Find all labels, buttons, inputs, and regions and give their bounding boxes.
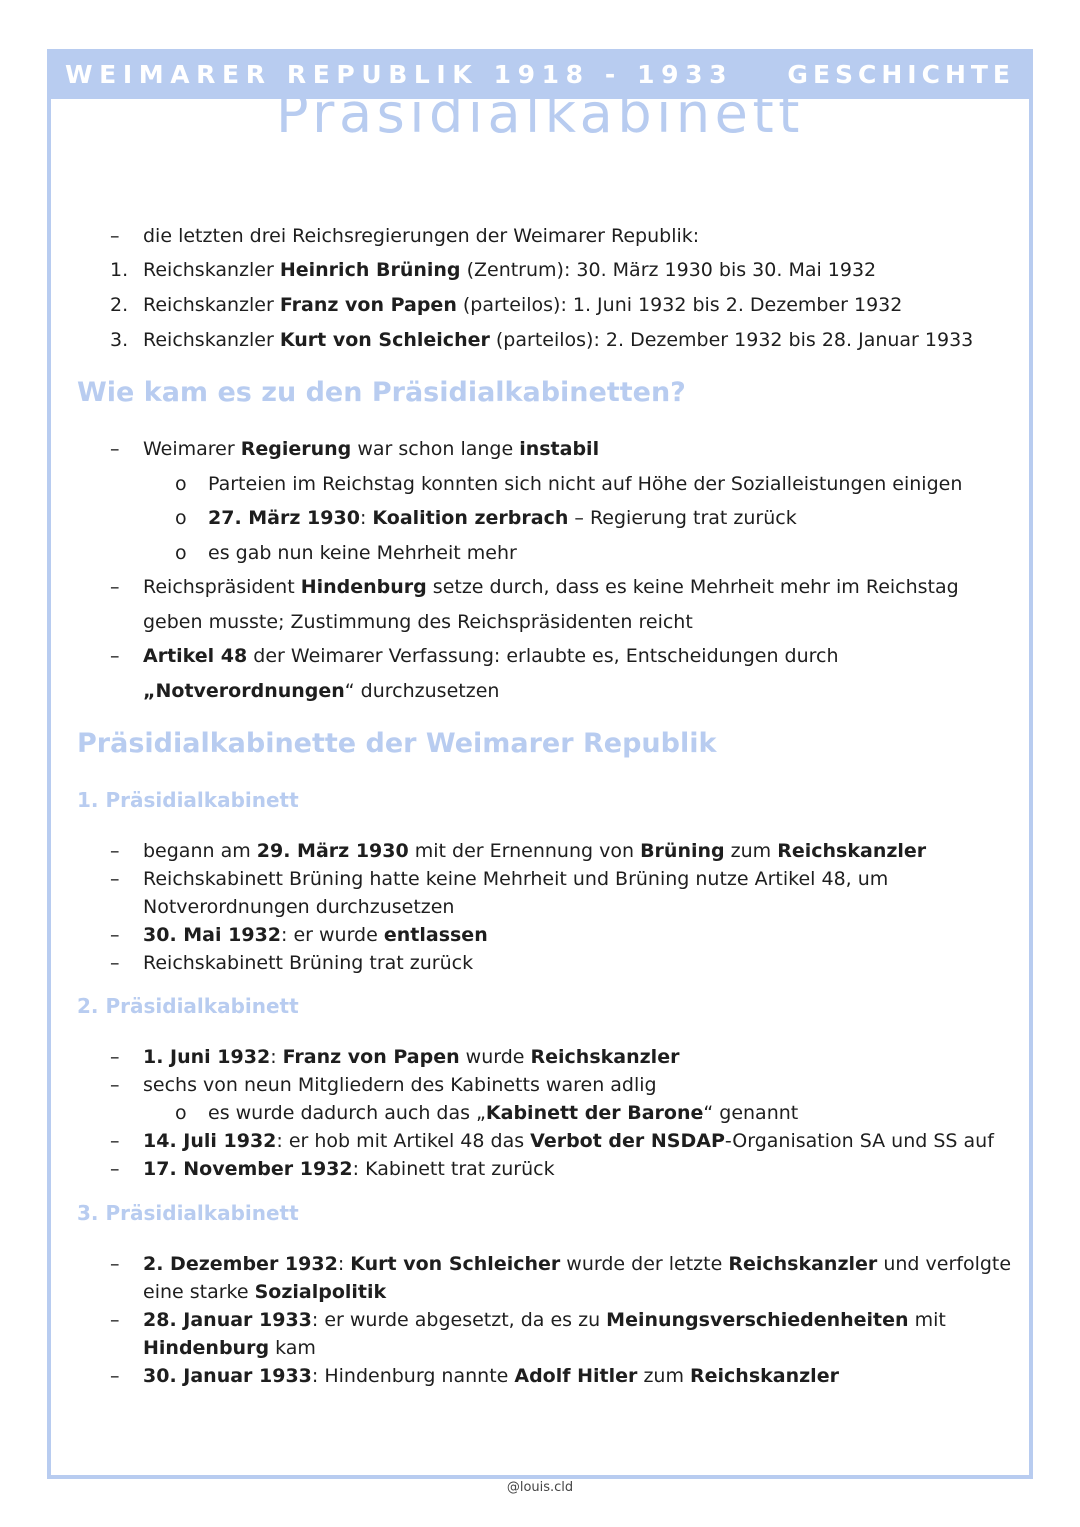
header-topic: WEIMARER REPUBLIK 1918 - 1933: [65, 60, 734, 89]
bullet-circle: o: [175, 507, 187, 529]
list-item: 17. November 1932: Kabinett trat zurück: [143, 1158, 555, 1180]
bullet-dash: –: [110, 1074, 120, 1096]
list-item: 2. Dezember 1932: Kurt von Schleicher wurde der letzte Reichskanzler und verfolgte: [143, 1253, 1012, 1275]
bullet-dash: –: [110, 1158, 120, 1180]
bullet-dash: –: [110, 1309, 120, 1331]
list-number: 3.: [110, 329, 129, 351]
bullet-circle: o: [175, 473, 187, 495]
list-subitem: es wurde dadurch auch das „Kabinett der Barone“ genannt: [208, 1102, 799, 1124]
bullet-circle: o: [175, 542, 187, 564]
bullet-dash: –: [110, 840, 120, 862]
list-subitem: Parteien im Reichstag konnten sich nicht auf Höhe der Sozialleistungen einigen: [208, 473, 963, 495]
bullet-dash: –: [110, 438, 120, 460]
subsection-heading-cabinet-2: 2. Präsidialkabinett: [77, 994, 299, 1018]
list-item: begann am 29. März 1930 mit der Ernennung von Brüning zum Reichskanzler: [143, 840, 927, 862]
footer-credit: @louis.cld: [506, 1480, 574, 1495]
list-number: 2.: [110, 294, 129, 316]
list-item-continuation: Notverordnungen durchzusetzen: [143, 896, 455, 918]
subsection-heading-cabinet-3: 3. Präsidialkabinett: [77, 1201, 299, 1225]
subsection-heading-cabinet-1: 1. Präsidialkabinett: [77, 788, 299, 812]
list-subitem: 27. März 1930: Koalition zerbrach – Regierung trat zurück: [208, 507, 797, 529]
header-subject: GESCHICHTE: [787, 60, 1015, 89]
list-item: Reichskanzler Kurt von Schleicher (parteilos): 2. Dezember 1932 bis 28. Januar 1933: [143, 329, 974, 351]
list-item: Weimarer Regierung war schon lange instabil: [143, 438, 600, 460]
bullet-dash: –: [110, 645, 120, 667]
list-item: Reichskanzler Franz von Papen (parteilos): 1. Juni 1932 bis 2. Dezember 1932: [143, 294, 903, 316]
list-item: Reichskabinett Brüning hatte keine Mehrheit und Brüning nutze Artikel 48, um: [143, 868, 889, 890]
bullet-dash: –: [110, 924, 120, 946]
bullet-dash: –: [110, 1253, 120, 1275]
bullet-dash: –: [110, 1046, 120, 1068]
section-heading-cabinets: Präsidialkabinette der Weimarer Republik: [77, 728, 717, 759]
list-item: Reichskanzler Heinrich Brüning (Zentrum): 30. März 1930 bis 30. Mai 1932: [143, 259, 877, 281]
intro-lead: die letzten drei Reichsregierungen der Weimarer Republik:: [143, 225, 700, 247]
section-heading-origin: Wie kam es zu den Präsidialkabinetten?: [77, 377, 686, 408]
list-item: 14. Juli 1932: er hob mit Artikel 48 das Verbot der NSDAP-Organisation SA und SS auf: [143, 1130, 994, 1152]
list-item: Artikel 48 der Weimarer Verfassung: erlaubte es, Entscheidungen durch: [143, 645, 839, 667]
bullet-dash: –: [110, 952, 120, 974]
bullet-circle: o: [175, 1102, 187, 1124]
bullet-dash: –: [110, 1365, 120, 1387]
list-item: 30. Mai 1932: er wurde entlassen: [143, 924, 488, 946]
list-item: 28. Januar 1933: er wurde abgesetzt, da es zu Meinungsverschiedenheiten mit: [143, 1309, 946, 1331]
list-subitem: es gab nun keine Mehrheit mehr: [208, 542, 517, 564]
list-item-continuation: „Notverordnungen“ durchzusetzen: [143, 680, 500, 702]
bullet-dash: –: [110, 225, 120, 247]
bullet-dash: –: [110, 576, 120, 598]
list-item: sechs von neun Mitgliedern des Kabinetts waren adlig: [143, 1074, 657, 1096]
bullet-dash: –: [110, 1130, 120, 1152]
list-item-continuation: Hindenburg kam: [143, 1337, 316, 1359]
page-title: Präsidialkabinett: [275, 82, 805, 145]
list-item-continuation: eine starke Sozialpolitik: [143, 1281, 387, 1303]
list-item: 1. Juni 1932: Franz von Papen wurde Reichskanzler: [143, 1046, 680, 1068]
list-item: Reichspräsident Hindenburg setze durch, dass es keine Mehrheit mehr im Reichstag: [143, 576, 959, 598]
list-item-continuation: geben musste; Zustimmung des Reichspräsidenten reicht: [143, 611, 693, 633]
list-item: 30. Januar 1933: Hindenburg nannte Adolf Hitler zum Reichskanzler: [143, 1365, 839, 1387]
bullet-dash: –: [110, 868, 120, 890]
list-number: 1.: [110, 259, 129, 281]
list-item: Reichskabinett Brüning trat zurück: [143, 952, 474, 974]
